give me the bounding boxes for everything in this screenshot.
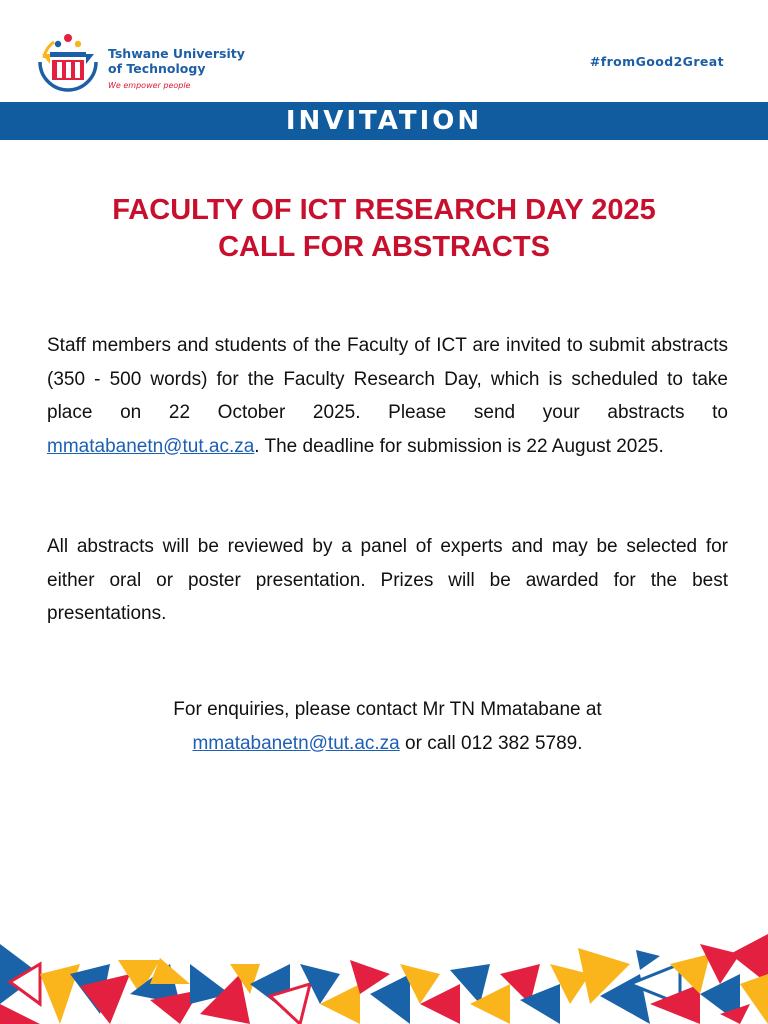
enquiry-line: For enquiries, please contact Mr TN Mmatabane at: [173, 699, 602, 720]
paragraph-text: Staff members and students of the Faculty of ICT are invited to submit abstracts (350 - 500 words) for the Faculty Research Day, which is scheduled to take place on 22 October 2025. Please send your abstracts to: [47, 335, 728, 423]
document-title: [0, 192, 768, 266]
phone-text: or call 012 382 5789.: [399, 732, 583, 754]
invitation-paragraph: [47, 329, 728, 463]
university-name-line2: of Technology: [108, 61, 206, 76]
university-tagline: We empower people: [108, 81, 191, 90]
university-name-line1: Tshwane University: [108, 46, 245, 61]
paragraph-text-deadline: . The deadline for submission is 22 August 2025.: [254, 435, 664, 457]
title-line-1: FACULTY OF ICT RESEARCH DAY 2025: [112, 194, 656, 226]
university-name: [108, 46, 245, 93]
tut-logo-icon: [34, 32, 110, 96]
enquiry-contact-line: [47, 727, 728, 761]
triangle-pattern-decoration: [0, 934, 768, 1024]
invitation-banner: INVITATION: [0, 102, 768, 140]
title-line-2: CALL FOR ABSTRACTS: [218, 231, 550, 263]
email-link[interactable]: mmatabanetn@tut.ac.za: [47, 435, 255, 457]
letterhead: [0, 0, 768, 102]
hashtag: #fromGood2Great: [589, 54, 724, 69]
review-paragraph: All abstracts will be reviewed by a panel of experts and may be selected for either oral or poster presentation. Prizes will be awarded for the best presentations.: [47, 536, 728, 624]
enquiry-block: [47, 693, 728, 760]
enquiry-email-link[interactable]: mmatabanetn@tut.ac.za: [192, 732, 400, 754]
